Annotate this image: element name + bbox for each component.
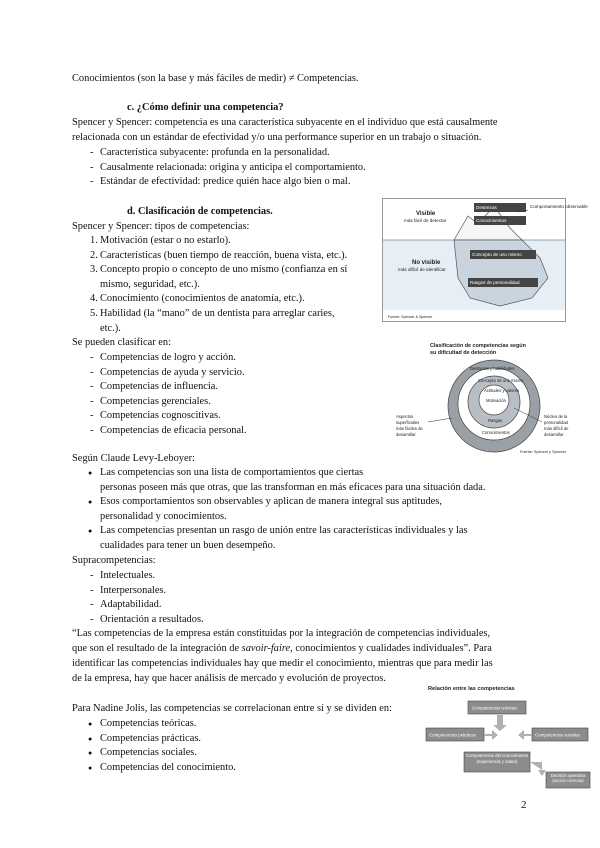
ring-label: Conocimientos xyxy=(482,430,510,435)
left-note: Aspectos xyxy=(396,414,414,419)
right-note: Núcleo de la xyxy=(544,414,568,419)
list-item: - Característica subyacente: profunda en la personalidad. xyxy=(72,146,366,161)
list-item: - Intelectuales. xyxy=(72,569,204,584)
circles-title-2: su dificultad de detección xyxy=(430,350,497,356)
section-d-heading: d. Clasificación de competencias. xyxy=(127,206,273,217)
list-item: - Competencias de eficacia personal. xyxy=(72,424,247,439)
section-d-intro: Spencer y Spencer: tipos de competencias: xyxy=(72,221,250,232)
types-list xyxy=(72,234,372,336)
visible-label: Visible xyxy=(416,211,436,217)
section-c-list xyxy=(72,146,366,190)
list-item: ● Competencias del conocimiento. xyxy=(72,761,236,776)
iceberg-figure xyxy=(382,198,588,322)
supra-intro: Supracompetencias: xyxy=(72,555,156,566)
ring-label: Motivación xyxy=(486,398,507,403)
list-item: - Competencias de influencia. xyxy=(72,380,247,395)
list-item: 2. Características (buen tiempo de reacción, buena vista, etc.). xyxy=(90,249,348,261)
ring-label: Actitudes y valores xyxy=(484,388,520,393)
box-label: Competencias sociales xyxy=(535,732,581,738)
list-item: ● Competencias teóricas. xyxy=(72,717,236,732)
list-item: ● Competencias prácticas. xyxy=(72,732,236,747)
list-item: ● Las competencias son una lista de comportamientos que ciertas personas poseen más que otras, que las transforman en más eficaces para una situación dada. xyxy=(72,466,485,495)
list-item: - Competencias de ayuda y servicio. xyxy=(72,366,247,381)
list-item: ● Competencias sociales. xyxy=(72,746,236,761)
list-item: - Interpersonales. xyxy=(72,584,204,599)
box-label: Competencias del conocimiento (experiencia y saber) xyxy=(465,753,529,764)
visible-sub: más fácil de detectar xyxy=(404,218,447,223)
iceberg-source: Fuente: Spencer & Spencer xyxy=(388,315,433,319)
quote-line-3: identificar las competencias individuales hay que medir el conocimiento, mientras que para medir las xyxy=(72,658,493,669)
box-label: Competencias teóricas xyxy=(472,705,517,711)
circles-figure xyxy=(394,336,584,458)
tag-text: Conocimientos xyxy=(476,218,507,223)
list-item: - Orientación a resultados. xyxy=(72,613,204,628)
jolis-intro: Para Nadine Jolis, las competencias se correlacionan entre sí y se dividen en: xyxy=(72,703,392,714)
classes-list xyxy=(72,351,247,439)
supra-list xyxy=(72,569,204,627)
ring-label: Destrezas y habilidades xyxy=(470,366,515,371)
levy-intro: Según Claude Levy-Leboyer: xyxy=(72,453,195,464)
circles-title-1: Clasificación de competencias según xyxy=(430,343,526,349)
ring-label: Concepto de uno mismo xyxy=(478,378,524,383)
list-item: 1. Motivación (estar o no estarlo). xyxy=(90,235,231,246)
list-item: - Causalmente relacionada: origina y anticipa el comportamiento. xyxy=(72,161,366,176)
flow-figure xyxy=(418,682,596,792)
left-note: más fáciles de xyxy=(396,426,423,431)
section-c-para-1: Spencer y Spencer: competencia es una característica subyacente en el individuo que está causalmente xyxy=(72,117,498,128)
tag-text: Rasgos de personalidad xyxy=(470,280,520,285)
right-note: Comportamiento observable xyxy=(530,204,588,209)
section-c-para-2: relacionada con un estándar de efectividad y/o una performance superior en un trabajo o situación. xyxy=(72,132,482,143)
classify-intro: Se pueden clasificar en: xyxy=(72,337,171,348)
quote-line-1: “Las competencias de la empresa están constituidas por la integración de competencias individuales, xyxy=(72,628,491,639)
hidden-label: No visible xyxy=(412,260,441,266)
hidden-sub: más difícil de identificar xyxy=(398,267,446,272)
left-note: desarrollar xyxy=(396,432,416,437)
left-note: superficiales xyxy=(396,420,420,425)
right-note: personalidad xyxy=(544,420,568,425)
box-label: Decisión operativa (acción correcta) xyxy=(550,773,586,784)
list-item: - Competencias cognoscitivas. xyxy=(72,409,247,424)
list-item: 3. Concepto propio o concepto de uno mismo (confianza en sí mismo, seguridad, etc.). xyxy=(90,264,348,290)
page-number: 2 xyxy=(521,799,527,811)
list-item: ● Las competencias presentan un rasgo de unión entre las características individuales y las cualidades para tener un buen desempeño. xyxy=(72,524,485,553)
ring-label: Rasgos xyxy=(488,418,503,423)
flow-title: Relación entre las competencias xyxy=(428,686,515,692)
intro-line: Conocimientos (son la base y más fáciles de medir) ≠ Competencias. xyxy=(72,73,359,84)
quote-line-2: que son el resultado de la integración de savoir-faire, conocimientos y cualidades individuales”. Para xyxy=(72,643,492,654)
list-item: ● Esos comportamientos son observables y aplican de manera integral sus aptitudes, personalidad y conocimientos. xyxy=(72,495,485,524)
levy-list xyxy=(72,466,485,554)
list-item: - Competencias gerenciales. xyxy=(72,395,247,410)
list-item: - Estándar de efectividad: predice quién hace algo bien o mal. xyxy=(72,175,366,190)
right-note: desarrollar xyxy=(544,432,564,437)
quote-line-4: de la empresa, hay que hacer análisis de mercado y evolución de proyectos. xyxy=(72,673,386,684)
list-item: 5. Habilidad (la “mano” de un dentista para arreglar caries, etc.). xyxy=(90,307,335,334)
jolis-list xyxy=(72,717,236,775)
tag-text: Destrezas xyxy=(476,205,497,210)
box-label: Competencias prácticas xyxy=(429,732,476,738)
tag-text: Concepto de uno mismo xyxy=(472,252,522,257)
right-note: más difícil de xyxy=(544,426,569,431)
list-item: 4. Conocimiento (conocimientos de anatomía, etc.). xyxy=(90,293,305,305)
list-item: - Competencias de logro y acción. xyxy=(72,351,247,366)
list-item: - Adaptabilidad. xyxy=(72,598,204,613)
circles-source: Fuente: Spencer y Spencer xyxy=(520,450,567,454)
section-c-heading: c. ¿Cómo definir una competencia? xyxy=(127,102,284,113)
